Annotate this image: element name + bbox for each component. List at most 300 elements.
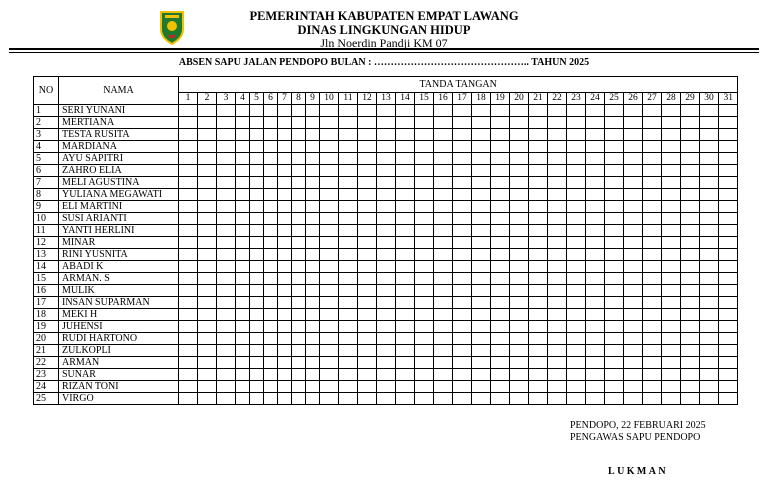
signature-cell — [217, 285, 236, 297]
signature-cell — [306, 201, 320, 213]
signature-cell — [250, 333, 264, 345]
signature-cell — [179, 225, 198, 237]
signature-cell — [586, 321, 605, 333]
table-row — [34, 297, 738, 309]
signature-cell — [681, 165, 700, 177]
signature-cell — [529, 309, 548, 321]
signature-cell — [264, 129, 278, 141]
signature-cell — [700, 381, 719, 393]
signature-cell — [453, 309, 472, 321]
signature-cell — [491, 321, 510, 333]
employee-name: JUHENSI — [59, 321, 179, 333]
signature-cell — [605, 237, 624, 249]
signature-cell — [415, 357, 434, 369]
signature-cell — [510, 345, 529, 357]
signature-cell — [377, 273, 396, 285]
signature-cell — [567, 321, 586, 333]
signature-cell — [320, 153, 339, 165]
row-number: 20 — [34, 333, 59, 345]
signature-cell — [491, 261, 510, 273]
signature-cell — [339, 117, 358, 129]
attendance-table — [33, 76, 738, 405]
signature-cell — [292, 141, 306, 153]
signature-cell — [681, 105, 700, 117]
signature-cell — [320, 369, 339, 381]
signature-cell — [358, 261, 377, 273]
signature-cell — [179, 237, 198, 249]
signature-cell — [264, 273, 278, 285]
signature-cell — [605, 285, 624, 297]
signature-cell — [605, 333, 624, 345]
day-header: 12 — [358, 93, 377, 105]
signature-cell — [236, 225, 250, 237]
signature-cell — [510, 333, 529, 345]
signature-cell — [292, 345, 306, 357]
signature-cell — [415, 189, 434, 201]
signature-cell — [377, 369, 396, 381]
signature-cell — [453, 261, 472, 273]
signature-cell — [236, 333, 250, 345]
signature-cell — [491, 393, 510, 405]
signature-cell — [415, 129, 434, 141]
signature-cell — [198, 129, 217, 141]
signature-cell — [434, 117, 453, 129]
row-number: 5 — [34, 153, 59, 165]
header-agency: DINAS LINGKUNGAN HIDUP — [297, 23, 471, 37]
signature-cell — [434, 381, 453, 393]
row-number: 9 — [34, 201, 59, 213]
employee-name: ZAHRO ELIA — [59, 165, 179, 177]
signature-cell — [236, 213, 250, 225]
signature-cell — [434, 129, 453, 141]
signature-cell — [306, 237, 320, 249]
signature-cell — [567, 141, 586, 153]
signature-cell — [586, 141, 605, 153]
signature-cell — [681, 393, 700, 405]
signature-cell — [434, 153, 453, 165]
signature-cell — [529, 393, 548, 405]
signature-cell — [453, 117, 472, 129]
signature-cell — [529, 381, 548, 393]
signature-cell — [605, 213, 624, 225]
signature-cell — [217, 369, 236, 381]
signature-cell — [320, 309, 339, 321]
employee-name: ABADI K — [59, 261, 179, 273]
signature-cell — [358, 321, 377, 333]
signature-cell — [198, 237, 217, 249]
signature-cell — [320, 285, 339, 297]
signature-cell — [320, 321, 339, 333]
signature-cell — [700, 117, 719, 129]
signature-cell — [320, 381, 339, 393]
signature-cell — [624, 213, 643, 225]
signature-cell — [529, 129, 548, 141]
signature-cell — [472, 153, 491, 165]
signature-cell — [567, 309, 586, 321]
signature-cell — [306, 105, 320, 117]
table-row — [34, 177, 738, 189]
signature-cell — [548, 129, 567, 141]
signature-cell — [491, 333, 510, 345]
signature-cell — [278, 297, 292, 309]
signature-cell — [529, 345, 548, 357]
signature-cell — [510, 141, 529, 153]
signature-cell — [586, 393, 605, 405]
signature-cell — [292, 153, 306, 165]
signature-cell — [236, 345, 250, 357]
day-header: 8 — [292, 93, 306, 105]
signature-cell — [510, 261, 529, 273]
signature-cell — [434, 297, 453, 309]
signature-cell — [434, 189, 453, 201]
signature-cell — [264, 381, 278, 393]
signature-cell — [278, 309, 292, 321]
footer-block — [570, 420, 706, 444]
signature-cell — [264, 225, 278, 237]
signature-cell — [377, 189, 396, 201]
signature-cell — [264, 369, 278, 381]
signature-cell — [700, 285, 719, 297]
signature-cell — [292, 201, 306, 213]
signature-cell — [453, 153, 472, 165]
signature-cell — [415, 345, 434, 357]
signature-cell — [236, 153, 250, 165]
signature-cell — [548, 225, 567, 237]
signature-cell — [491, 189, 510, 201]
signature-cell — [548, 141, 567, 153]
signature-cell — [377, 345, 396, 357]
signature-cell — [306, 141, 320, 153]
signature-cell — [358, 117, 377, 129]
signature-cell — [586, 261, 605, 273]
signature-cell — [586, 165, 605, 177]
signature-cell — [529, 261, 548, 273]
signature-cell — [548, 213, 567, 225]
signature-cell — [529, 297, 548, 309]
signature-cell — [491, 297, 510, 309]
signature-cell — [236, 201, 250, 213]
signature-cell — [491, 225, 510, 237]
signature-cell — [548, 105, 567, 117]
signature-cell — [605, 273, 624, 285]
signature-cell — [198, 201, 217, 213]
signature-cell — [624, 249, 643, 261]
signature-cell — [529, 213, 548, 225]
signature-cell — [700, 321, 719, 333]
signature-cell — [567, 369, 586, 381]
signature-cell — [567, 261, 586, 273]
signature-cell — [586, 213, 605, 225]
employee-name: YANTI HERLINI — [59, 225, 179, 237]
signature-cell — [605, 189, 624, 201]
signature-cell — [236, 249, 250, 261]
signature-cell — [662, 225, 681, 237]
signature-cell — [250, 189, 264, 201]
signature-cell — [396, 213, 415, 225]
signature-cell — [179, 177, 198, 189]
signature-cell — [643, 369, 662, 381]
signature-cell — [278, 201, 292, 213]
signature-cell — [198, 285, 217, 297]
row-number: 1 — [34, 105, 59, 117]
signature-cell — [415, 153, 434, 165]
signature-cell — [567, 129, 586, 141]
signature-cell — [510, 285, 529, 297]
row-number: 24 — [34, 381, 59, 393]
signature-cell — [491, 381, 510, 393]
day-header: 27 — [643, 93, 662, 105]
row-number: 15 — [34, 273, 59, 285]
signature-cell — [605, 129, 624, 141]
signature-cell — [700, 309, 719, 321]
signature-cell — [358, 249, 377, 261]
row-number: 18 — [34, 309, 59, 321]
signature-cell — [472, 213, 491, 225]
signature-cell — [278, 357, 292, 369]
signature-cell — [510, 213, 529, 225]
signature-cell — [529, 153, 548, 165]
signature-cell — [377, 177, 396, 189]
signature-cell — [339, 393, 358, 405]
signature-cell — [586, 273, 605, 285]
signature-cell — [719, 141, 738, 153]
signature-cell — [681, 237, 700, 249]
signature-cell — [719, 261, 738, 273]
signature-cell — [643, 129, 662, 141]
signature-cell — [358, 273, 377, 285]
signature-cell — [396, 273, 415, 285]
signature-cell — [548, 321, 567, 333]
signature-cell — [250, 177, 264, 189]
signature-cell — [719, 189, 738, 201]
signature-cell — [529, 105, 548, 117]
signature-cell — [198, 189, 217, 201]
signature-cell — [198, 177, 217, 189]
header-rule-thin — [9, 52, 759, 53]
day-header: 24 — [586, 93, 605, 105]
signature-cell — [396, 345, 415, 357]
signature-cell — [643, 345, 662, 357]
day-header: 21 — [529, 93, 548, 105]
signature-cell — [662, 129, 681, 141]
signature-cell — [662, 261, 681, 273]
signature-cell — [453, 381, 472, 393]
signature-cell — [217, 201, 236, 213]
signature-cell — [586, 309, 605, 321]
signature-cell — [643, 165, 662, 177]
signature-cell — [198, 165, 217, 177]
signature-cell — [662, 177, 681, 189]
signature-cell — [681, 297, 700, 309]
row-number: 16 — [34, 285, 59, 297]
signature-cell — [662, 273, 681, 285]
signature-cell — [339, 297, 358, 309]
signature-cell — [179, 165, 198, 177]
signature-cell — [700, 333, 719, 345]
signature-cell — [700, 369, 719, 381]
signature-cell — [292, 129, 306, 141]
signature-cell — [358, 333, 377, 345]
signature-cell — [662, 285, 681, 297]
signature-cell — [250, 129, 264, 141]
table-row — [34, 153, 738, 165]
table-row — [34, 345, 738, 357]
signature-cell — [217, 213, 236, 225]
signature-cell — [700, 141, 719, 153]
signature-cell — [377, 381, 396, 393]
signature-cell — [662, 393, 681, 405]
employee-name: RINI YUSNITA — [59, 249, 179, 261]
signature-cell — [217, 165, 236, 177]
signature-cell — [264, 249, 278, 261]
signature-cell — [198, 141, 217, 153]
signature-cell — [250, 237, 264, 249]
signature-cell — [358, 285, 377, 297]
row-number: 13 — [34, 249, 59, 261]
signature-cell — [415, 297, 434, 309]
signature-cell — [236, 309, 250, 321]
signature-cell — [278, 225, 292, 237]
signature-cell — [491, 105, 510, 117]
signature-cell — [264, 393, 278, 405]
signature-cell — [472, 129, 491, 141]
signature-cell — [236, 237, 250, 249]
signature-cell — [250, 369, 264, 381]
signature-cell — [250, 357, 264, 369]
signature-cell — [264, 213, 278, 225]
signature-cell — [236, 165, 250, 177]
signature-cell — [339, 177, 358, 189]
signature-cell — [396, 153, 415, 165]
row-number: 22 — [34, 357, 59, 369]
signature-cell — [681, 117, 700, 129]
signature-cell — [681, 357, 700, 369]
signature-cell — [198, 321, 217, 333]
signature-cell — [700, 177, 719, 189]
signature-cell — [434, 321, 453, 333]
signature-cell — [179, 297, 198, 309]
signature-cell — [217, 357, 236, 369]
signature-cell — [586, 369, 605, 381]
signature-cell — [396, 105, 415, 117]
signature-cell — [662, 189, 681, 201]
signature-cell — [292, 177, 306, 189]
employee-name: SERI YUNANI — [59, 105, 179, 117]
signature-cell — [377, 201, 396, 213]
signature-cell — [643, 321, 662, 333]
signature-cell — [719, 357, 738, 369]
signature-cell — [179, 333, 198, 345]
signature-cell — [586, 381, 605, 393]
employee-name: RIZAN TONI — [59, 381, 179, 393]
signature-cell — [643, 141, 662, 153]
signature-cell — [250, 273, 264, 285]
signature-cell — [377, 333, 396, 345]
signature-cell — [643, 297, 662, 309]
signature-cell — [358, 213, 377, 225]
signature-cell — [605, 141, 624, 153]
signature-cell — [179, 357, 198, 369]
signature-cell — [236, 369, 250, 381]
signature-cell — [453, 249, 472, 261]
signature-cell — [415, 177, 434, 189]
signature-cell — [681, 333, 700, 345]
row-number: 7 — [34, 177, 59, 189]
signature-cell — [472, 381, 491, 393]
signature-cell — [605, 381, 624, 393]
signature-cell — [548, 381, 567, 393]
signature-cell — [264, 285, 278, 297]
header-address: Jln Noerdin Pandji KM 07 — [320, 36, 448, 50]
signature-cell — [377, 297, 396, 309]
signature-cell — [396, 393, 415, 405]
signature-cell — [624, 285, 643, 297]
signature-cell — [662, 369, 681, 381]
signature-cell — [529, 357, 548, 369]
day-header: 9 — [306, 93, 320, 105]
signature-cell — [339, 333, 358, 345]
signature-cell — [264, 201, 278, 213]
letterhead — [0, 9, 768, 50]
signature-cell — [339, 165, 358, 177]
signature-cell — [510, 357, 529, 369]
signature-cell — [491, 369, 510, 381]
employee-name: SUSI ARIANTI — [59, 213, 179, 225]
signature-cell — [491, 141, 510, 153]
signature-cell — [236, 273, 250, 285]
signature-cell — [624, 261, 643, 273]
signature-cell — [662, 141, 681, 153]
signature-cell — [472, 393, 491, 405]
signature-cell — [643, 249, 662, 261]
signature-cell — [396, 333, 415, 345]
signature-cell — [179, 189, 198, 201]
signature-cell — [624, 345, 643, 357]
signature-cell — [548, 273, 567, 285]
signature-cell — [491, 285, 510, 297]
signature-cell — [179, 393, 198, 405]
signature-cell — [567, 249, 586, 261]
row-number: 8 — [34, 189, 59, 201]
signature-cell — [719, 105, 738, 117]
signature-cell — [306, 381, 320, 393]
day-header: 31 — [719, 93, 738, 105]
signature-cell — [491, 177, 510, 189]
signature-cell — [217, 333, 236, 345]
signature-cell — [339, 129, 358, 141]
signature-cell — [605, 249, 624, 261]
signature-cell — [358, 165, 377, 177]
signature-cell — [605, 345, 624, 357]
signature-cell — [179, 345, 198, 357]
signature-cell — [681, 369, 700, 381]
signature-cell — [548, 153, 567, 165]
signature-cell — [250, 381, 264, 393]
signature-cell — [472, 309, 491, 321]
signature-cell — [643, 153, 662, 165]
row-number: 19 — [34, 321, 59, 333]
col-header-signature: TANDA TANGAN — [179, 77, 738, 93]
col-header-name: NAMA — [59, 77, 179, 105]
signature-cell — [434, 369, 453, 381]
signature-cell — [396, 297, 415, 309]
signature-cell — [320, 225, 339, 237]
signature-cell — [306, 357, 320, 369]
signature-cell — [700, 129, 719, 141]
signature-cell — [529, 201, 548, 213]
signature-cell — [306, 153, 320, 165]
signature-cell — [643, 213, 662, 225]
